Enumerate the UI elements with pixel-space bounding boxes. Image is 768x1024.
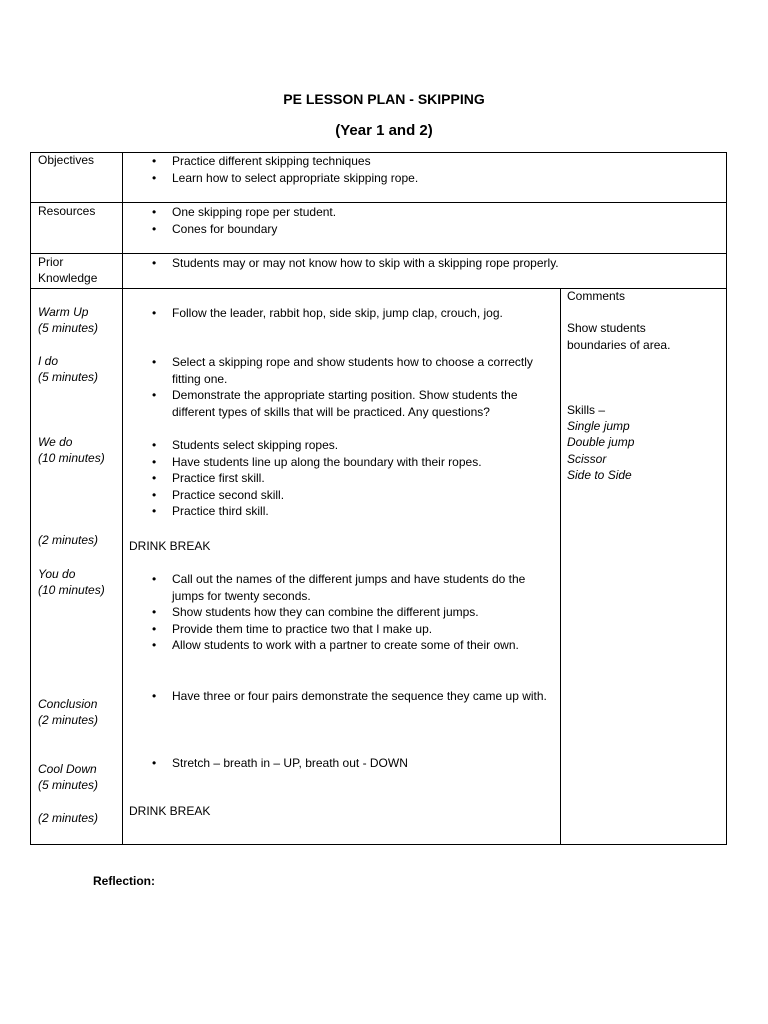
page-title: PE LESSON PLAN - SKIPPING: [283, 91, 485, 107]
list-item: • Practice second skill.: [148, 487, 482, 504]
list-item: • Cones for boundary: [148, 221, 336, 238]
phase-name-conclusion: Conclusion: [38, 697, 98, 711]
list-item: • Allow students to work with a partner to create some of their own.: [148, 637, 557, 654]
comment-note: boundaries of area.: [567, 338, 671, 352]
list-item: • Practice third skill.: [148, 503, 482, 520]
warm-up-list: [148, 305, 503, 322]
list-item: • Students select skipping ropes.: [148, 437, 482, 454]
drink-break: DRINK BREAK: [129, 804, 211, 818]
list-item: • Students may or may not know how to skip with a skipping rope properly.: [148, 255, 559, 272]
list-item: • Stretch – breath in – UP, breath out - DOWN: [148, 755, 408, 772]
comment-note: Show students: [567, 321, 646, 335]
list-item: • Follow the leader, rabbit hop, side skip, jump clap, crouch, jog.: [148, 305, 503, 322]
phase-duration: (2 minutes): [38, 713, 99, 727]
skill-item: Side to Side: [567, 468, 632, 482]
prior-knowledge-label: Knowledge: [38, 271, 98, 285]
comments-heading: Comments: [567, 289, 626, 303]
page-subtitle: (Year 1 and 2): [335, 122, 433, 139]
skill-item: Single jump: [567, 419, 630, 433]
phase-duration: (10 minutes): [38, 451, 105, 465]
phase-duration: (5 minutes): [38, 321, 99, 335]
phase-duration: (5 minutes): [38, 778, 99, 792]
phase-name-cool-down: Cool Down: [38, 762, 97, 776]
list-item: • Provide them time to practice two that I make up.: [148, 621, 557, 638]
list-item: • Call out the names of the different jumps and have students do the jumps for twenty seconds.: [148, 571, 557, 604]
we-do-list: [148, 437, 482, 520]
phase-name-you-do: You do: [38, 567, 76, 581]
reflection-label: Reflection:: [93, 874, 156, 888]
list-item: • Practice first skill.: [148, 470, 482, 487]
row-divider: [30, 253, 727, 254]
phase-name-we-do: We do: [38, 435, 73, 449]
i-do-list: [148, 354, 557, 420]
row-divider: [30, 202, 727, 203]
list-item: • One skipping rope per student.: [148, 204, 336, 221]
prior-knowledge-label: Prior: [38, 255, 64, 269]
cool-down-list: [148, 755, 408, 772]
resources-label: Resources: [38, 204, 96, 218]
objectives-label: Objectives: [38, 153, 95, 167]
list-item: • Have three or four pairs demonstrate the sequence they came up with.: [148, 688, 557, 705]
phase-duration: (2 minutes): [38, 811, 99, 825]
phase-duration: (2 minutes): [38, 533, 99, 547]
drink-break: DRINK BREAK: [129, 539, 211, 553]
list-item: • Demonstrate the appropriate starting position. Show students the different types of skills that will be practiced. Any questions?: [148, 387, 557, 420]
phase-duration: (5 minutes): [38, 370, 99, 384]
objectives-list: [148, 153, 418, 186]
resources-list: [148, 204, 336, 237]
skill-item: Double jump: [567, 435, 635, 449]
you-do-list: [148, 571, 557, 654]
column-divider: [560, 288, 561, 845]
conclusion-list: [148, 688, 557, 705]
column-divider: [122, 152, 123, 845]
list-item: • Have students line up along the boundary with their ropes.: [148, 454, 482, 471]
prior-knowledge-list: [148, 255, 559, 272]
list-item: • Show students how they can combine the different jumps.: [148, 604, 557, 621]
list-item: • Learn how to select appropriate skipping rope.: [148, 170, 418, 187]
phase-name-i-do: I do: [38, 354, 59, 368]
skill-item: Scissor: [567, 452, 607, 466]
list-item: • Practice different skipping techniques: [148, 153, 418, 170]
list-item: • Select a skipping rope and show students how to choose a correctly fitting one.: [148, 354, 557, 387]
phase-duration: (10 minutes): [38, 583, 105, 597]
phase-name-warm-up: Warm Up: [38, 305, 89, 319]
skills-heading: Skills –: [567, 403, 606, 417]
